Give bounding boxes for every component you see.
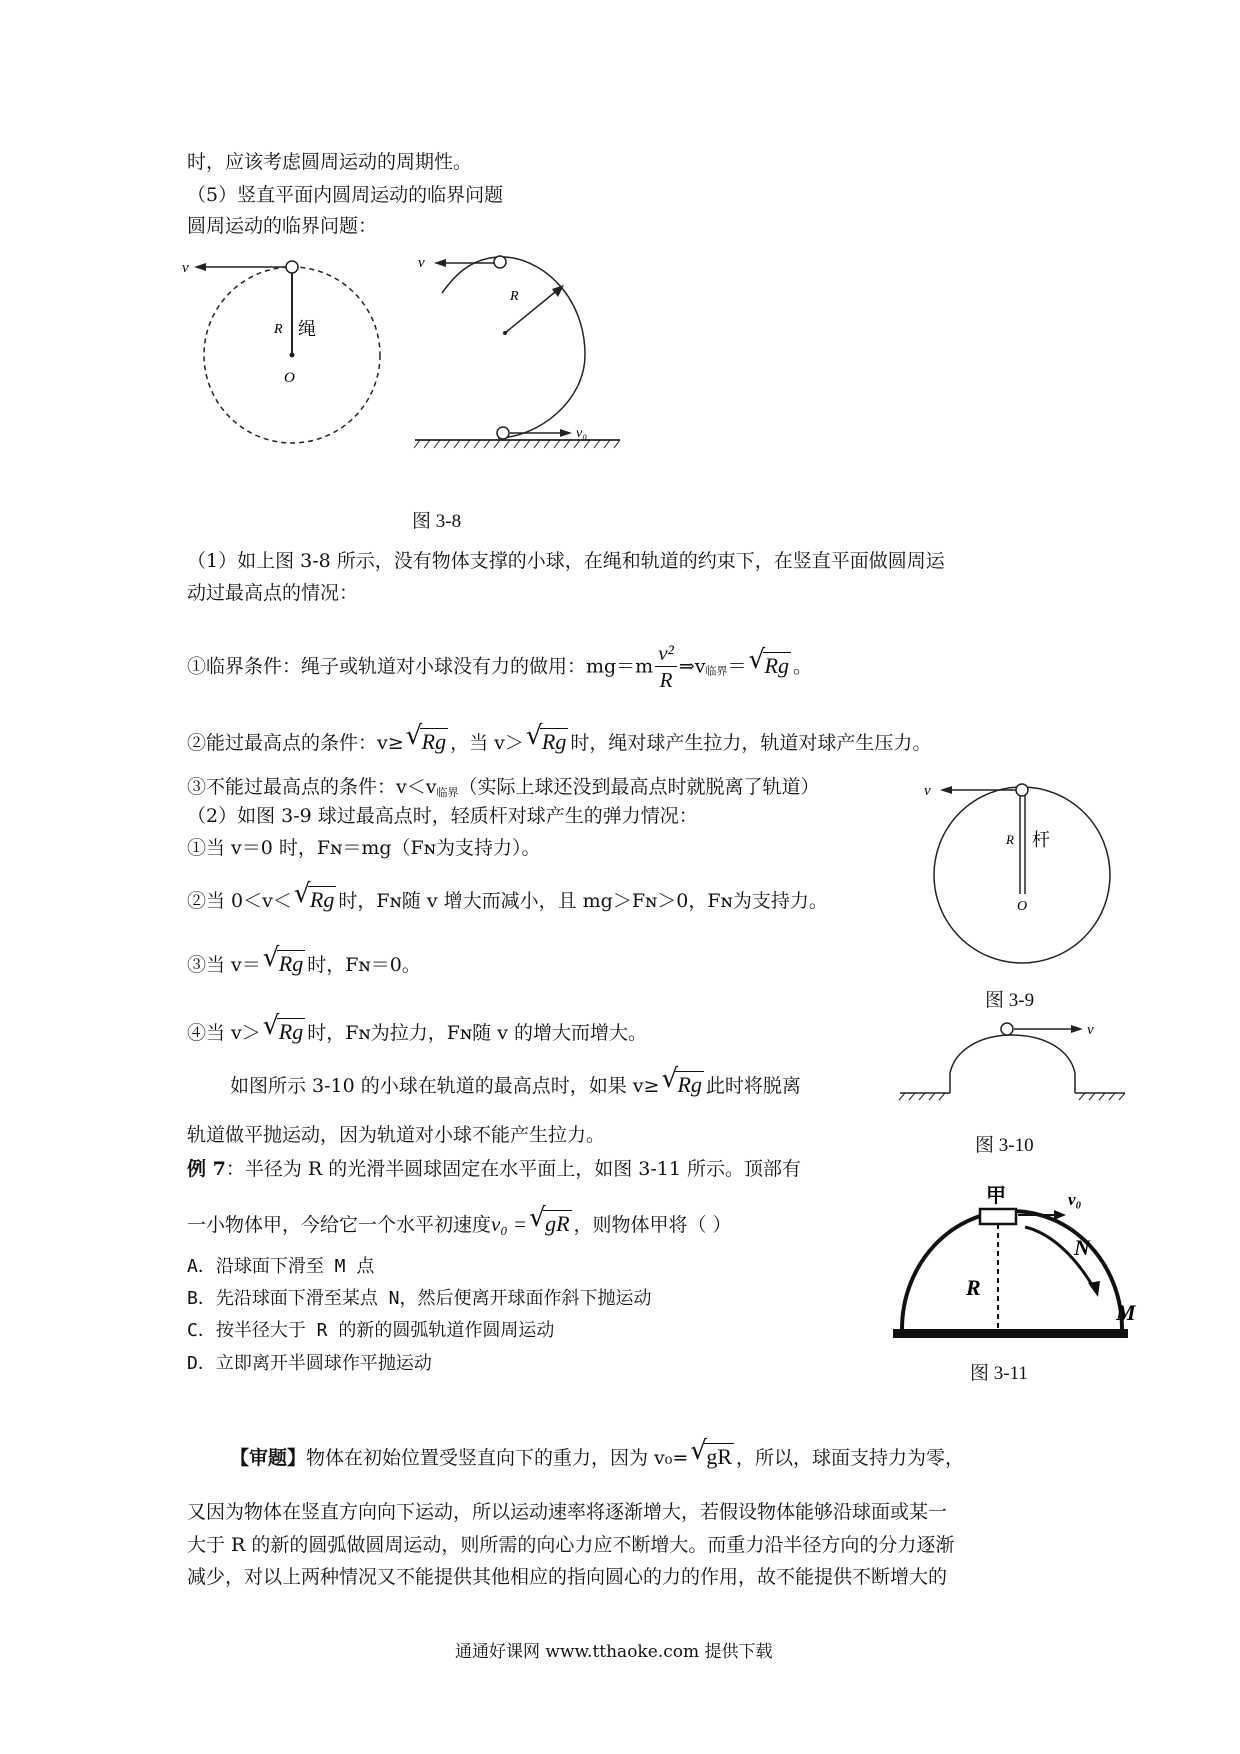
option-d: D．立即离开半圆球作平抛运动 [187, 1353, 432, 1374]
example-label: 例 7 [187, 1158, 226, 1180]
i3-rad: Rg [278, 951, 304, 976]
c1-sqrt: √ Rg [748, 645, 789, 678]
c3-end: （实际上球还没到最高点时就脱离了轨道） [458, 776, 820, 798]
review-line-3: 大于 R 的新的圆弧做圆周运动，则所需的向心力应不断增大。而重力沿半径方向的分力逐渐 [187, 1534, 955, 1556]
review-line-4: 减少，对以上两种情况又不能提供其他相应的指向圆心的力的作用，故不能提供不断增大的 [187, 1566, 948, 1588]
fig311-v0: v₀ [1068, 1190, 1082, 1209]
c2-rad: Rg [421, 729, 447, 754]
i2-pre: ②当 0＜v＜ [187, 890, 292, 912]
c1-end: 。 [792, 655, 812, 678]
fig38-left-v: v [182, 260, 189, 276]
sec1-para-b: 动过最高点的情况： [187, 582, 359, 604]
sec2-item-4 [187, 1011, 647, 1045]
review-l1-pre: 物体在初始位置受竖直向下的重力，因为 v₀= [306, 1447, 689, 1469]
fig39-v: v [924, 783, 931, 799]
c1-rad: Rg [764, 653, 789, 678]
p3-sqrt: √ Rg [661, 1064, 702, 1097]
c1-den: R [659, 668, 673, 692]
c2-sqrt: √ Rg [405, 721, 447, 754]
condition-pass-top [187, 721, 932, 755]
example-l2-pre: 一小物体甲，今给它一个水平初速度 [187, 1214, 492, 1236]
sec2-item-1: ①当 v＝0 时，Fɴ＝mg（Fɴ为支持力）。 [187, 837, 541, 859]
c3-sub: 临界 [436, 786, 459, 799]
c2-end: 时，绳对球产生拉力，轨道对球产生压力。 [570, 732, 932, 754]
fig310-v: v [1087, 1022, 1094, 1038]
example-line-2 [187, 1203, 732, 1237]
fig38-left-r: R [274, 322, 283, 337]
sec2-item-3 [187, 943, 421, 977]
review-l1-end: ，所以，球面支持力为零， [736, 1447, 965, 1469]
review-rad: gR [706, 1444, 733, 1469]
fig311-n: N [1074, 1235, 1090, 1260]
figure-3-11 [880, 1175, 1140, 1350]
figure-3-10-caption: 图 3-10 [975, 1135, 1034, 1156]
c2-sqrt-2: √ Rg [525, 721, 567, 754]
i4-sqrt: √ Rg [262, 1011, 304, 1044]
figure-3-8-caption: 图 3-8 [412, 511, 462, 532]
p3-end: 此时将脱离 [705, 1075, 801, 1097]
example-line-1 [187, 1157, 801, 1181]
fig38-left-o: O [284, 370, 295, 386]
i3-sqrt: √ Rg [262, 943, 304, 976]
figure-3-10 [895, 1015, 1135, 1115]
c1-mid: ⇒v [678, 655, 706, 678]
figure-3-8 [180, 255, 700, 465]
intro-line-1: 时，应该考虑圆周运动的周期性。 [187, 151, 473, 173]
fig311-jia: 甲 [986, 1185, 1006, 1207]
fig38-right-r: R [510, 289, 519, 304]
c2-pre: ②能过最高点的条件：v≥ [187, 732, 404, 754]
figure-3-9-caption: 图 3-9 [985, 990, 1035, 1011]
review-line-1 [230, 1436, 965, 1470]
example-v0: v₀ = [491, 1212, 528, 1236]
fig311-r: R [966, 1275, 981, 1300]
c1-sub: 临界 [705, 664, 728, 678]
example-l1-rest: ：半径为 R 的光滑半圆球固定在水平面上，如图 3-11 所示。顶部有 [225, 1158, 801, 1180]
sec3-para-2: 轨道做平抛运动，因为轨道对小球不能产生拉力。 [187, 1124, 606, 1146]
c3-pre: ③不能过最高点的条件：v＜v [187, 776, 437, 798]
figure-3-9 [920, 780, 1130, 980]
option-a: A．沿球面下滑至 M 点 [187, 1256, 375, 1277]
example-rad: gR [545, 1211, 570, 1236]
sec2-item-2 [187, 879, 828, 913]
c1-eq: ＝ [727, 655, 747, 678]
example-sqrt: √ gR [529, 1203, 570, 1236]
c2-mid: ，当 v＞ [450, 732, 524, 754]
figure-3-11-caption: 图 3-11 [970, 1363, 1028, 1384]
fig38-right-v: v [418, 255, 425, 271]
example-l2-end: ，则物体甲将（ ） [573, 1214, 732, 1236]
fig38-left-rope: 绳 [298, 319, 316, 339]
p3-pre: 如图所示 3-10 的小球在轨道的最高点时，如果 v≥ [230, 1075, 660, 1097]
i4-end: 时，Fɴ为拉力，Fɴ随 v 的增大而增大。 [307, 1022, 647, 1044]
footer: 通通好课网 www.tthaoke.com 提供下载 [455, 1642, 773, 1662]
fig39-o: O [1017, 899, 1028, 914]
i2-rad: Rg [309, 887, 335, 912]
critical-condition [187, 640, 812, 690]
section-heading: （5）竖直平面内圆周运动的临界问题 [187, 184, 504, 206]
c2-rad-2: Rg [541, 729, 567, 754]
option-c: C．按半径大于 R 的新的圆弧轨道作圆周运动 [187, 1320, 555, 1341]
option-b: B．先沿球面下滑至某点 N，然后便离开球面作斜下抛运动 [187, 1288, 652, 1309]
sec2-title: （2）如图 3-9 球过最高点时，轻质杆对球产生的弹力情况： [187, 805, 698, 827]
fig311-m: M [1116, 1300, 1136, 1325]
review-label: 【审题】 [230, 1447, 307, 1469]
p3-rad: Rg [677, 1072, 702, 1097]
i3-pre: ③当 v＝ [187, 954, 261, 976]
review-line-2: 又因为物体在竖直方向向下运动，所以运动速率将逐渐增大，若假设物体能够沿球面或某一 [187, 1501, 948, 1523]
fig39-r: R [1006, 832, 1014, 847]
i3-end: 时，Fɴ＝0。 [307, 954, 421, 976]
sec3-para [230, 1064, 801, 1098]
intro-line-3: 圆周运动的临界问题： [187, 215, 378, 237]
i4-pre: ④当 v＞ [187, 1022, 261, 1044]
c1-fraction [655, 640, 677, 693]
i4-rad: Rg [278, 1019, 304, 1044]
i2-end: 时，Fɴ随 v 增大而减小，且 mg＞Fɴ＞0，Fɴ为支持力。 [338, 890, 828, 912]
c1-num: v² [655, 640, 677, 667]
i2-sqrt: √ Rg [293, 879, 335, 912]
c1-pre: ①临界条件：绳子或轨道对小球没有力的做用：mg＝m [187, 655, 654, 678]
sec1-para-a: （1）如上图 3-8 所示，没有物体支撑的小球，在绳和轨道的约束下，在竖直平面做圆周运 [187, 550, 945, 572]
fig38-right-v0: v₀ [576, 426, 588, 441]
fig39-rod: 杆 [1032, 830, 1050, 850]
condition-fail-top [187, 775, 819, 805]
review-sqrt: √ gR [690, 1436, 733, 1469]
